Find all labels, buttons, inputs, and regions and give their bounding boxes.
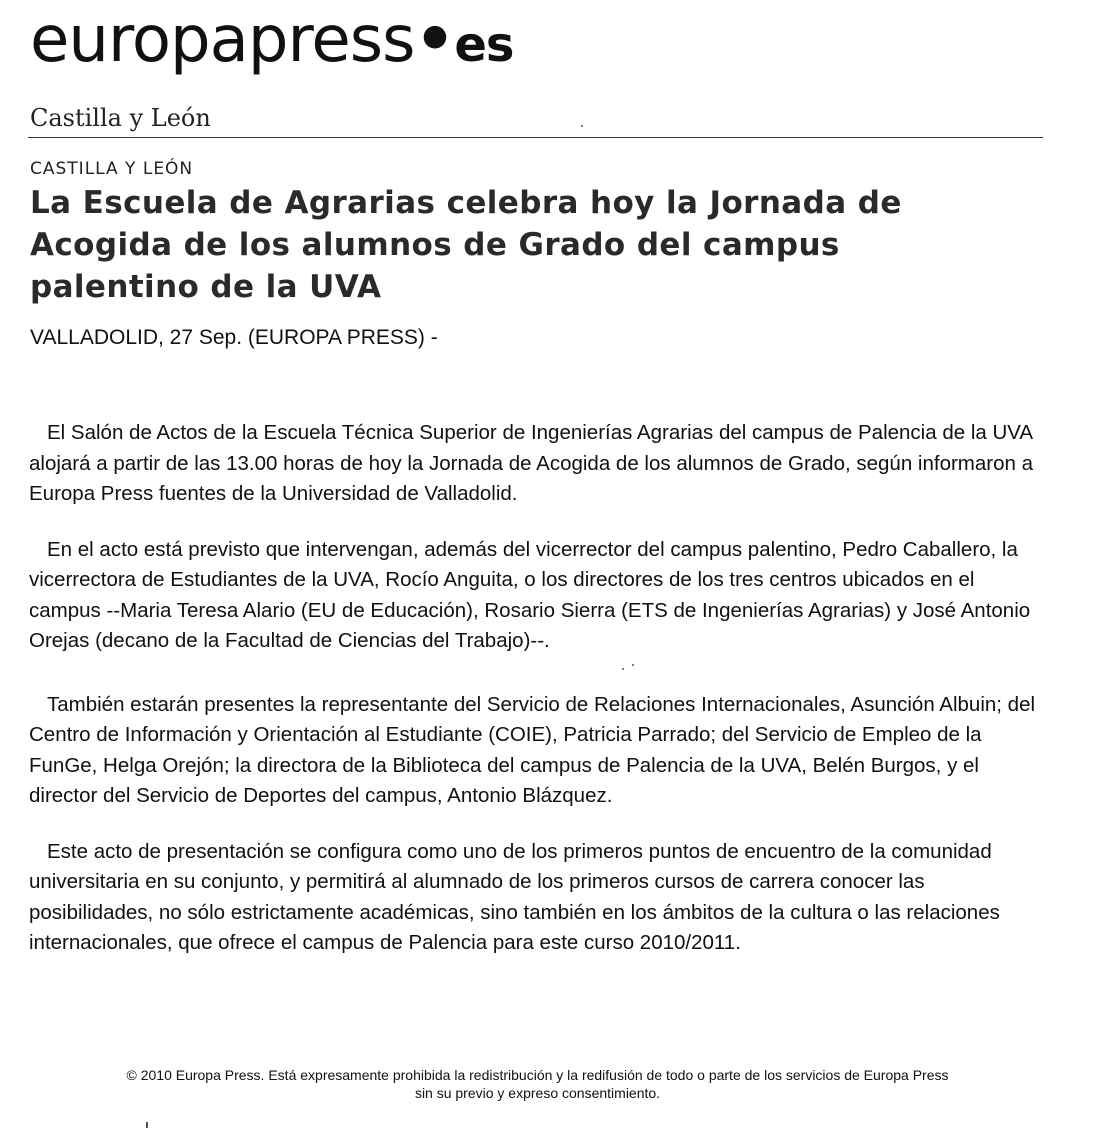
article-body <box>29 418 1044 984</box>
article-kicker: CASTILLA Y LEÓN <box>30 159 194 179</box>
logo-brand: europapress <box>30 3 415 77</box>
europapress-logo <box>30 3 514 77</box>
article-paragraph: También estarán presentes la representante del Servicio de Relaciones Internacionales, Asunción Albuin; del Centro de Información y Orientación al Estudiante (COIE), Patricia Parrado; del Servicio de Empleo de la FunGe, Helga Orejón; la directora de la Biblioteca del campus de Palencia de la UVA, Belén Burgos, y el director del Servicio de Deportes del campus, Antonio Blázquez. <box>29 692 1036 807</box>
article-paragraph: Este acto de presentación se configura como uno de los primeros puntos de encuentro de la comunidad universitaria en su conjunto, y permitirá al alumnado de los primeros cursos de carrera conocer las posibilidades, no sólo estrictamente académicas, sino también en los ámbitos de la cultura o las relaciones internacionales, que ofrece el campus de Palencia para este curso 2010/2011. <box>29 839 1000 954</box>
section-title: Castilla y León <box>30 104 211 132</box>
article-paragraph: El Salón de Actos de la Escuela Técnica Superior de Ingenierías Agrarias del campus de Palencia de la UVA alojará a partir de las 13.00 horas de hoy la Jornada de Acogida de los alumnos de Grado, según informaron a Europa Press fuentes de la Universidad de Valladolid. <box>29 421 1033 505</box>
copyright-line: sin su previo y expreso consentimiento. <box>414 1085 661 1101</box>
article-headline: La Escuela de Agrarias celebra hoy la Jornada de Acogida de los alumnos de Grado del campus palentino de la UVA <box>30 185 902 305</box>
article-dateline: VALLADOLID, 27 Sep. (EUROPA PRESS) - <box>30 326 438 349</box>
article-paragraph: En el acto está previsto que intervengan, además del vicerrector del campus palentino, Pedro Caballero, la vicerrectora de Estudiantes de la UVA, Rocío Anguita, o los directores de los tres centros ubicados en el campus --Maria Teresa Alario (EU de Educación), Rosario Sierra (ETS de Ingenierías Agrarias) y José Antonio Orejas (decano de la Facultad de Ciencias del Trabajo)--. <box>29 537 1031 652</box>
copyright-footer <box>20 1066 1055 1102</box>
logo-tld: es <box>454 17 514 73</box>
logo-dot: • <box>414 3 455 77</box>
section-divider <box>28 137 1043 138</box>
copyright-line: © 2010 Europa Press. Está expresamente prohibida la redistribución y la redifusión de todo o parte de los servicios de Europa Press <box>126 1067 949 1083</box>
